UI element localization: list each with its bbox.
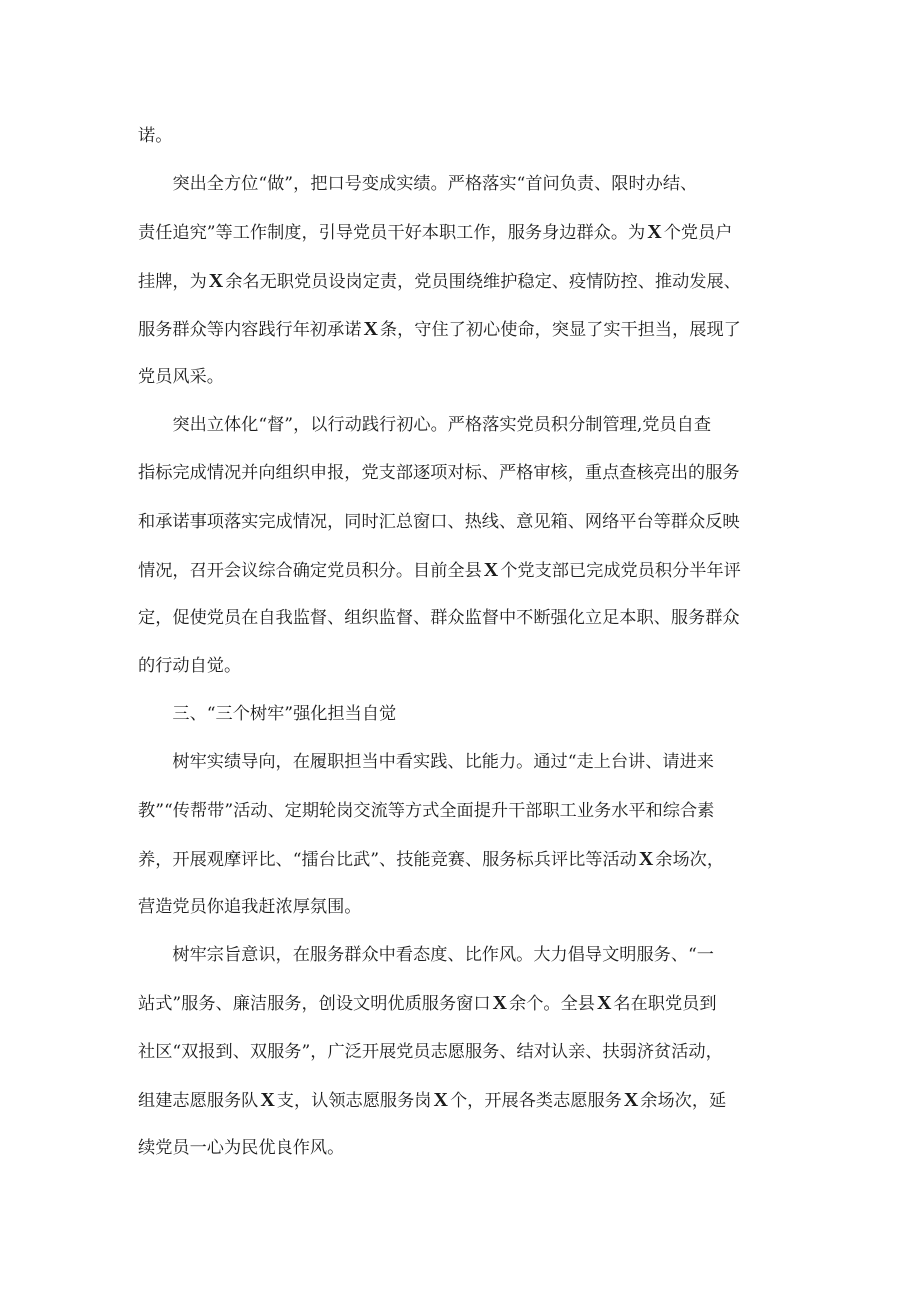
paragraph-line: 续党员一心为民优良作风。 (138, 1137, 345, 1158)
paragraph (138, 160, 798, 401)
paragraph (138, 738, 798, 931)
placeholder-x: X (483, 558, 499, 581)
paragraph-line: 和承诺事项落实完成情况，同时汇总窗口、热线、意见箱、网络平台等群众反映 (138, 511, 740, 532)
paragraph-line: 树牢实绩导向，在履职担当中看实践、比能力。通过“走上台讲、请进来 (172, 752, 714, 773)
document-body (138, 112, 798, 1172)
paragraph-line: 挂牌，为 X 余名无职党员设岗定责，党员围绕维护稳定、疫情防控、推动发展、 (138, 269, 741, 292)
paragraph-line: 服务群众等内容践行年初承诺 X 条，守住了初心使命，突显了实干担当，展现了 (138, 317, 741, 340)
document-page (138, 112, 798, 1172)
paragraph-line: 定，促使党员在自我监督、组织监督、群众监督中不断强化立足本职、服务群众 (138, 607, 740, 628)
placeholder-x: X (260, 1088, 275, 1111)
paragraph-line: 组建志愿服务队 X 支，认领志愿服务岗 X 个，开展各类志愿服务 X 余场次，延 (138, 1088, 727, 1111)
placeholder-x: X (492, 992, 507, 1015)
paragraph (138, 112, 798, 160)
paragraph-line: 情况，召开会议综合确定党员积分。目前全县 X 个党支部已完成党员积分半年评 (138, 558, 741, 581)
paragraph-line: 党员风采。 (138, 366, 224, 387)
paragraph-line: 突出全方位“做”，把口号变成实绩。严格落实“首问负责、限时办结、 (172, 174, 698, 195)
placeholder-x: X (208, 269, 224, 292)
paragraph-line: 三、“三个树牢”强化担当自觉 (172, 704, 397, 725)
paragraph (138, 401, 798, 690)
paragraph-line: 教”“传帮带”活动、定期轮岗交流等方式全面提升干部职工业务水平和综合素 (138, 800, 715, 821)
paragraph-line: 营造党员你追我赶浓厚氛围。 (138, 897, 362, 917)
paragraph-line: 诺。 (138, 126, 173, 146)
placeholder-x: X (647, 221, 662, 244)
placeholder-x: X (596, 992, 612, 1015)
section-heading (138, 690, 798, 738)
paragraph (138, 931, 798, 1172)
paragraph-line: 养，开展观摩评比、“擂台比武”、技能竞赛、服务标兵评比等活动 X 余场次， (138, 847, 725, 870)
placeholder-x: X (363, 317, 378, 340)
paragraph-line: 突出立体化“督”，以行动践行初心。严格落实党员积分制管理,党员自查 (172, 415, 712, 436)
placeholder-x: X (638, 847, 654, 870)
paragraph-line: 责任追究”等工作制度，引导党员干好本职工作，服务身边群众。为 X 个党员户 (138, 221, 733, 244)
placeholder-x: X (433, 1088, 448, 1111)
paragraph-line: 社区“双报到、双服务”，广泛开展党员志愿服务、结对认亲、扶弱济贫活动， (138, 1041, 723, 1062)
paragraph-line: 树牢宗旨意识，在服务群众中看态度、比作风。大力倡导文明服务、“一 (172, 945, 714, 966)
paragraph-line: 的行动自觉。 (138, 656, 242, 677)
paragraph-line: 站式”服务、廉洁服务，创设文明优质服务窗口 X 余个。全县 X 名在职党员到 (138, 992, 717, 1015)
paragraph-line: 指标完成情况并向组织申报，党支部逐项对标、严格审核，重点查核亮出的服务 (138, 463, 740, 484)
placeholder-x: X (623, 1088, 639, 1111)
